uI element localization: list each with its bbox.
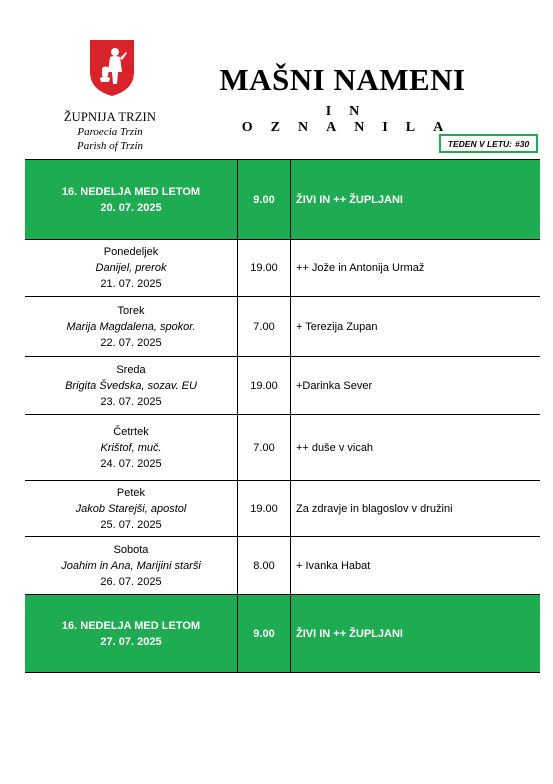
table-row-sunday-1: [25, 160, 540, 240]
day-cell: [25, 415, 238, 481]
parish-latin: Paroecia Trzin: [77, 126, 143, 138]
time-cell: 7.00: [238, 415, 291, 481]
day-label: Četrtek: [113, 425, 149, 438]
day-cell: [25, 357, 238, 415]
intention-cell: + Ivanka Habat: [291, 537, 541, 595]
date-label: 23. 07. 2025: [100, 395, 162, 408]
date-label: 25. 07. 2025: [100, 518, 162, 531]
day-cell: [25, 240, 238, 297]
day-label: Torek: [117, 304, 145, 317]
week-number: #30: [515, 138, 530, 149]
week-label: TEDEN V LETU:: [447, 138, 513, 149]
parish-name: ŽUPNIJA TRZIN: [63, 110, 157, 124]
intention-cell: + Terezija Zupan: [291, 297, 541, 357]
intention-cell: Za zdravje in blagoslov v družini: [291, 481, 541, 537]
mass-schedule-table: [25, 159, 540, 673]
table-row-sunday-2: [25, 595, 540, 673]
date-label: 27. 07. 2025: [100, 635, 162, 648]
table-row-wednesday: [25, 357, 540, 415]
table-row-saturday: [25, 537, 540, 595]
table-row-tuesday: [25, 297, 540, 357]
time-cell: 8.00: [238, 537, 291, 595]
page-title: MAŠNI NAMENI: [219, 62, 466, 97]
day-label: Sobota: [113, 543, 149, 556]
time-cell: 19.00: [238, 357, 291, 415]
saint-label: Joahim in Ana, Marijini starši: [61, 559, 201, 572]
day-cell: [25, 481, 238, 537]
time-cell: 19.00: [238, 240, 291, 297]
date-label: 22. 07. 2025: [100, 336, 162, 349]
day-cell: [25, 297, 238, 357]
day-cell: [25, 160, 238, 240]
day-label: Ponedeljek: [103, 246, 159, 258]
table-row-thursday: [25, 415, 540, 481]
date-label: 26. 07. 2025: [100, 575, 162, 588]
intention-cell: ŽIVI IN ++ ŽUPLJANI: [291, 160, 541, 240]
date-label: 21. 07. 2025: [100, 278, 162, 290]
saint-label: Jakob Starejši, apostol: [75, 502, 187, 515]
time-cell: 9.00: [238, 160, 291, 240]
time-cell: 9.00: [238, 595, 291, 673]
day-label: 16. NEDELJA MED LETOM: [61, 185, 201, 198]
saint-label: Danijel, prerok: [95, 262, 167, 274]
day-label: 16. NEDELJA MED LETOM: [61, 619, 201, 632]
time-cell: 19.00: [238, 481, 291, 537]
saint-label: Marija Magdalena, spokor.: [66, 320, 196, 333]
intention-cell: ŽIVI IN ++ ŽUPLJANI: [291, 595, 541, 673]
day-cell: [25, 595, 238, 673]
parish-block: [40, 110, 180, 153]
date-label: 24. 07. 2025: [100, 457, 162, 470]
saint-label: Krištof, muč.: [100, 441, 162, 454]
table-row-friday: [25, 481, 540, 537]
time-cell: 7.00: [238, 297, 291, 357]
page-subtitle: IN OZNANILA: [241, 104, 462, 135]
intention-cell: ++ duše v vicah: [291, 415, 541, 481]
date-label: 20. 07. 2025: [100, 201, 162, 214]
parish-english: Parish of Trzin: [76, 140, 144, 152]
day-label: Petek: [116, 486, 146, 499]
coat-of-arms-icon: [88, 38, 136, 98]
day-cell: [25, 537, 238, 595]
intention-cell: ++ Jože in Antonija Urmaž: [291, 240, 541, 297]
saint-label: Brigita Švedska, sozav. EU: [65, 379, 197, 392]
table-row-monday: [25, 240, 540, 297]
intention-cell: +Darinka Sever: [291, 357, 541, 415]
week-badge: [439, 134, 538, 153]
day-label: Sreda: [116, 363, 146, 376]
